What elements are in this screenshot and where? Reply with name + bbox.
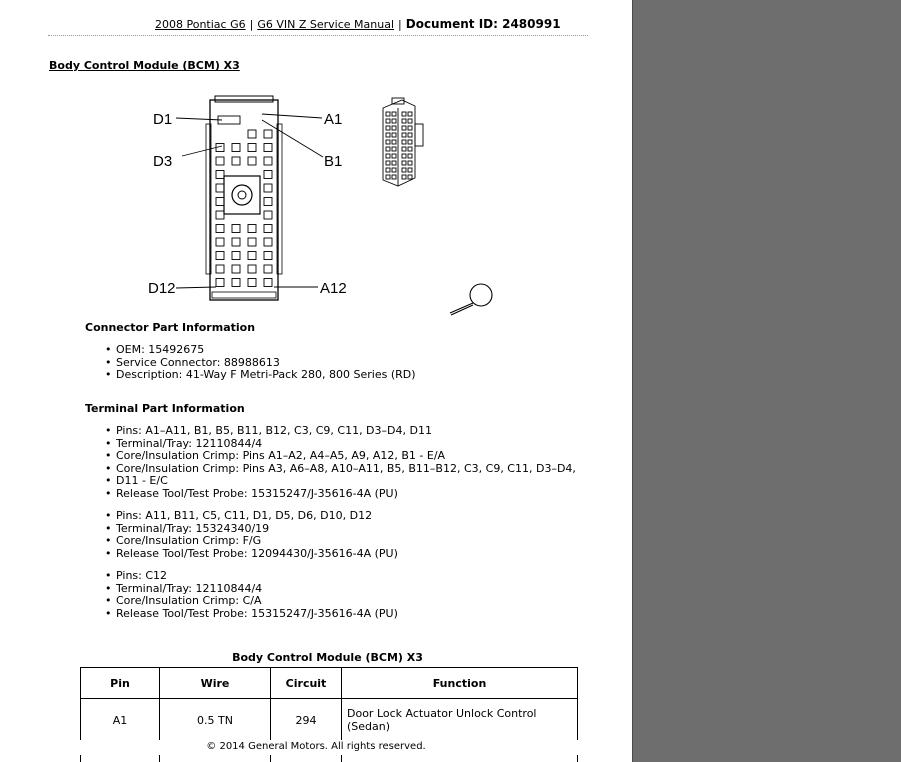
side-cavity — [392, 112, 396, 116]
pin-cavity — [232, 279, 240, 287]
header-circuit: Circuit — [271, 668, 342, 699]
side-cavity — [386, 168, 390, 172]
pin-cavity — [232, 144, 240, 152]
side-cavity — [392, 175, 396, 179]
side-cavity — [392, 119, 396, 123]
pin-cavity — [248, 157, 256, 165]
side-cavity — [386, 161, 390, 165]
side-cavity — [402, 161, 406, 165]
list-item: • Pins: A11, B11, C5, C11, D1, D5, D6, D10, D12 — [105, 510, 398, 523]
table-row — [81, 699, 578, 742]
side-cavity — [392, 133, 396, 137]
list-item: • Terminal/Tray: 12110844/4 — [105, 438, 576, 451]
pin-cavity — [216, 211, 224, 219]
side-cavity — [408, 119, 412, 123]
label-b1: B1 — [324, 153, 343, 170]
pin-cavity — [248, 265, 256, 273]
pin-cavity — [264, 157, 272, 165]
side-cavity — [402, 133, 406, 137]
pin-cavity — [248, 144, 256, 152]
side-cavity — [392, 161, 396, 165]
pin-cavity — [264, 198, 272, 206]
document-header: 2008 Pontiac G6 | G6 VIN Z Service Manual | Document ID: 2480991 — [155, 17, 561, 31]
manual-link[interactable]: G6 VIN Z Service Manual — [257, 18, 395, 31]
list-item: • Core/Insulation Crimp: Pins A3, A6–A8, A10–A11, B5, B11–B12, C3, C9, C11, D3–D4, — [105, 463, 576, 476]
pin-cavity — [264, 252, 272, 260]
side-cavity — [392, 154, 396, 158]
side-cavity — [408, 112, 412, 116]
side-cavity — [402, 147, 406, 151]
side-cavity — [392, 126, 396, 130]
model-link[interactable]: 2008 Pontiac G6 — [155, 18, 246, 31]
side-cavity — [402, 112, 406, 116]
pin-cavity — [264, 171, 272, 179]
side-cavity — [386, 147, 390, 151]
pin-cavity — [232, 157, 240, 165]
document-id: Document ID: 2480991 — [405, 17, 561, 31]
side-cavity — [402, 126, 406, 130]
connector-side-icon — [383, 98, 423, 186]
header-wire: Wire — [160, 668, 271, 699]
pin-cavity — [232, 238, 240, 246]
header-divider — [48, 35, 588, 36]
pin-cavity — [264, 238, 272, 246]
connector-front-icon — [206, 96, 282, 300]
pin-cavity — [232, 252, 240, 260]
list-item: • Core/Insulation Crimp: F/G — [105, 535, 398, 548]
header-function: Function — [342, 668, 578, 699]
pin-cavity — [216, 225, 224, 233]
terminal-group-3 — [105, 570, 398, 620]
side-cavity — [408, 175, 412, 179]
side-cavity — [408, 140, 412, 144]
label-d3: D3 — [153, 153, 173, 170]
side-cavity — [408, 147, 412, 151]
list-item: • OEM: 15492675 — [105, 344, 416, 357]
pin-cavity — [264, 130, 272, 138]
pin-cavity — [264, 225, 272, 233]
side-cavity — [386, 112, 390, 116]
table-title: Body Control Module (BCM) X3 — [232, 651, 423, 664]
label-a1: A1 — [324, 111, 343, 128]
pin-cavity — [216, 279, 224, 287]
pin-cavity — [248, 130, 256, 138]
side-cavity — [392, 168, 396, 172]
magnifier-icon[interactable] — [450, 284, 492, 315]
side-cavity — [386, 133, 390, 137]
pin-cavity — [264, 279, 272, 287]
side-cavity — [408, 126, 412, 130]
list-item: • Release Tool/Test Probe: 15315247/J-35616-4A (PU) — [105, 608, 398, 621]
pin-cavity — [216, 198, 224, 206]
pin-cavity — [264, 211, 272, 219]
side-cavity — [402, 119, 406, 123]
pin-cavity — [216, 157, 224, 165]
pin-cavity — [216, 238, 224, 246]
copyright-text: © 2014 General Motors. All rights reserved. — [202, 741, 429, 752]
section-title: Body Control Module (BCM) X3 — [49, 59, 240, 72]
side-cavity — [386, 119, 390, 123]
pin-cavity — [216, 252, 224, 260]
pin-cavity — [248, 252, 256, 260]
cell-function: Door Lock Actuator Unlock Control (Sedan) — [342, 699, 578, 742]
list-item: • Core/Insulation Crimp: C/A — [105, 595, 398, 608]
label-d1: D1 — [153, 111, 173, 128]
terminal-group-1 — [105, 425, 576, 500]
list-item: • Terminal/Tray: 12110844/4 — [105, 583, 398, 596]
pin-cavity — [264, 265, 272, 273]
list-item: • Service Connector: 88988613 — [105, 357, 416, 370]
side-cavity — [402, 168, 406, 172]
connector-info-list — [105, 344, 416, 382]
pin-cavity — [248, 279, 256, 287]
side-cavity — [392, 140, 396, 144]
pin-cavity — [248, 238, 256, 246]
pin-cavity — [248, 225, 256, 233]
list-item: • Description: 41-Way F Metri-Pack 280, 800 Series (RD) — [105, 369, 416, 382]
terminal-info-title: Terminal Part Information — [85, 402, 245, 415]
side-cavity — [386, 154, 390, 158]
header-pin: Pin — [81, 668, 160, 699]
cell-wire: 0.5 TN — [160, 699, 271, 742]
pin-cavity — [216, 265, 224, 273]
list-item: • Pins: C12 — [105, 570, 398, 583]
cell-circuit: 294 — [271, 699, 342, 742]
pin-cavity — [264, 144, 272, 152]
label-d12: D12 — [148, 280, 176, 297]
list-item: • Terminal/Tray: 15324340/19 — [105, 523, 398, 536]
side-cavity — [408, 154, 412, 158]
side-cavity — [408, 161, 412, 165]
side-cavity — [408, 133, 412, 137]
list-item: • Pins: A1–A11, B1, B5, B11, B12, C3, C9, C11, D3–D4, D11 — [105, 425, 576, 438]
pin-cavity — [232, 225, 240, 233]
footer — [0, 740, 632, 755]
side-cavity — [392, 147, 396, 151]
pin-cavity — [216, 171, 224, 179]
terminal-group-2 — [105, 510, 398, 560]
side-cavity — [402, 154, 406, 158]
side-cavity — [402, 175, 406, 179]
table-header-row — [81, 668, 578, 699]
list-item: • Release Tool/Test Probe: 12094430/J-35616-4A (PU) — [105, 548, 398, 561]
side-cavity — [408, 168, 412, 172]
list-item-continuation: • D11 - E/C — [105, 475, 576, 488]
pin-cavity — [232, 265, 240, 273]
label-a12: A12 — [320, 280, 347, 297]
connector-info-title: Connector Part Information — [85, 321, 256, 334]
side-cavity — [386, 175, 390, 179]
side-cavity — [386, 140, 390, 144]
list-item: • Release Tool/Test Probe: 15315247/J-35616-4A (PU) — [105, 488, 576, 501]
list-item: • Core/Insulation Crimp: Pins A1–A2, A4–A5, A9, A12, B1 - E/A — [105, 450, 576, 463]
side-cavity — [402, 140, 406, 144]
side-cavity — [386, 126, 390, 130]
pin-cavity — [216, 184, 224, 192]
cell-pin: A1 — [81, 699, 160, 742]
connector-diagram — [140, 94, 520, 324]
pin-cavity — [264, 184, 272, 192]
